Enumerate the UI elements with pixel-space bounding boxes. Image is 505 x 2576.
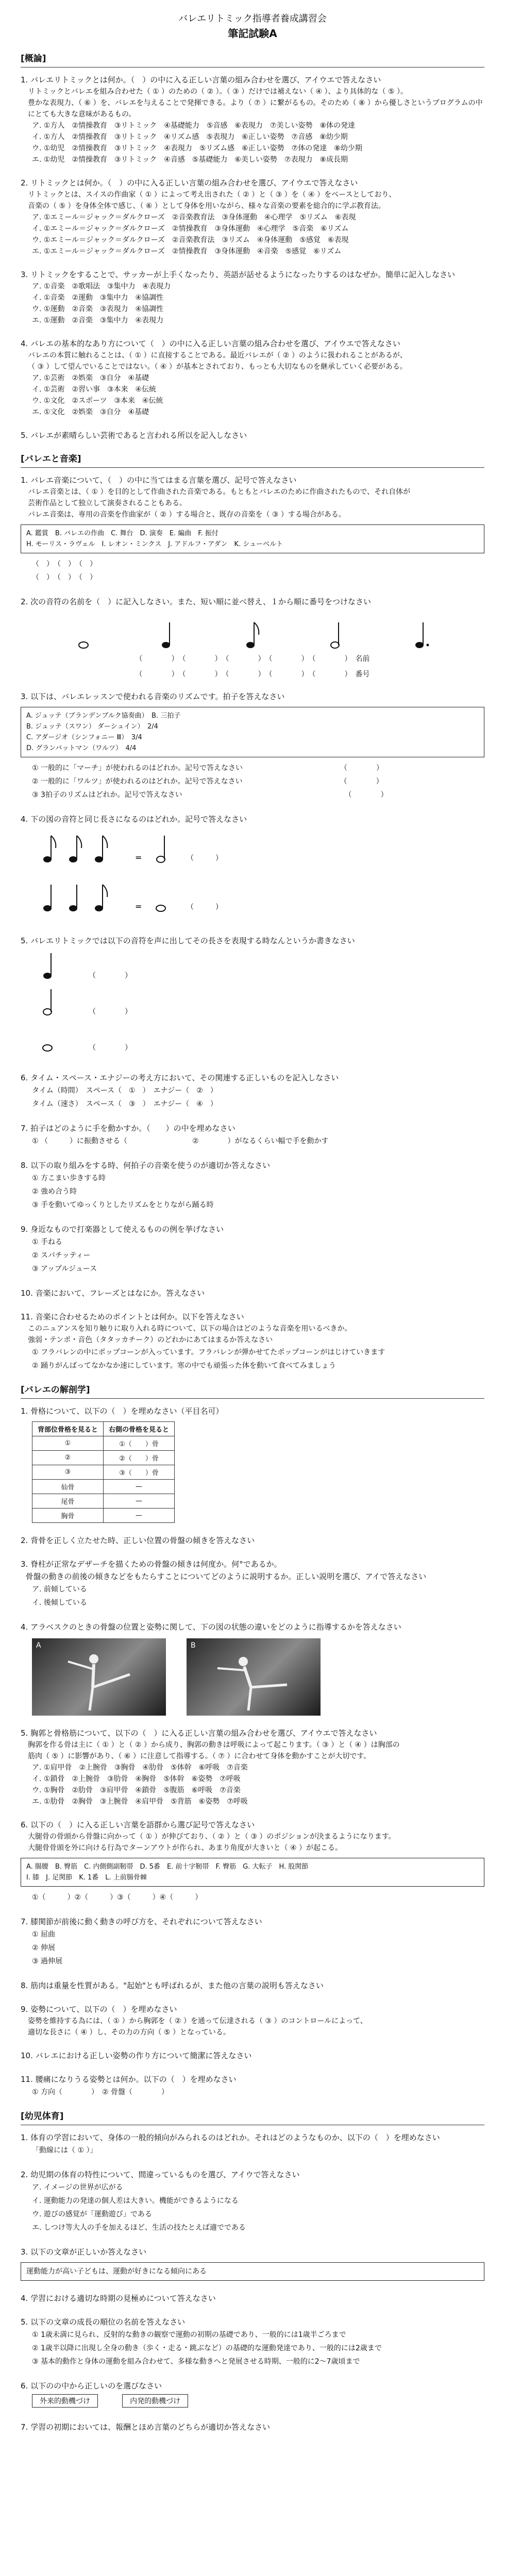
question-stem: 1. バレエリトミックとは何か。（ ）の中に入る正しい言葉の組み合わせを選び、アイウエで答えなさい: [21, 75, 381, 84]
question-5: [21, 429, 484, 442]
question-stem: 5. バレエリトミックでは以下の音符を声に出してその長さを表現する時なんというか書きなさい: [21, 936, 355, 945]
table-row: [32, 1451, 175, 1465]
sub-question[interactable]: ① 方こまい歩きする時: [32, 1174, 106, 1182]
table-row: [32, 1480, 175, 1494]
question-stem: 1. 骨格について、以下の（ ）を埋めなさい（平目名可）: [21, 1406, 224, 1416]
sub-question[interactable]: ① （ ）に振動させる（ ② ）がなるくらい幅で手を動かす: [32, 1137, 329, 1145]
question-stem: 10. バレエにおける正しい姿勢の作り方について簡潔に答えなさい: [21, 2051, 252, 2060]
sub-question[interactable]: タイム（時間） スペース（ ① ） エナジー（ ② ）: [32, 1087, 217, 1095]
quarter-note-icon: [158, 615, 178, 651]
table-cell: 胸骨: [32, 1509, 104, 1523]
rhythm-figure: [32, 828, 484, 923]
question-stem: 5. バレエが素晴らしい芸術であると言われる所以を記入しなさい: [21, 431, 247, 440]
question-stem: 4. 学習における適切な時期の見極めについて答えなさい: [21, 2294, 216, 2303]
sub-question[interactable]: ② 強め合う時: [32, 1188, 77, 1196]
table-cell: ②: [32, 1451, 104, 1465]
note-order-blanks[interactable]: （ ） （ ） （ ） （ ） （ ） 番号: [135, 670, 370, 679]
table-header-cell: 右側の骨格を見ると: [104, 1422, 175, 1436]
question-stem: 11. 腰痛になりうる姿勢とは何か。以下の（ ）を埋めなさい: [21, 2075, 237, 2084]
question-10: [21, 935, 484, 1060]
question-stem: 3. 以下は、バレエレッスンで使われる音楽のリズムです。拍子を答えなさい: [21, 692, 285, 701]
answer-options: [32, 212, 484, 257]
photo-label: A: [36, 1641, 41, 1650]
section-title-child-pe: [幼児体育]: [21, 2110, 484, 2125]
sub-question[interactable]: ① 1歳未満に見られ、反射的な動きの観察で運動の初期の基礎であり、一般的には1歳半ごろまで: [32, 2331, 346, 2339]
dancer-silhouette-icon: [32, 1638, 166, 1716]
question-16: [21, 1311, 484, 1372]
question-stem: 6. 以下のの中から正しいのを選びなさい: [21, 2381, 162, 2391]
table-cell[interactable]: ①（ ）骨: [104, 1436, 175, 1451]
question-stem: 9. 身近なもので打楽器として使えるものの例を挙げなさい: [21, 1225, 224, 1234]
sub-question[interactable]: ① フラバレンの中にポップコーンが入っています。フラバレンが弾かせてたポップコーンがはじけていきます: [32, 1348, 385, 1357]
question-stem: 1. バレエ音楽について、（ ）の中に当てはまる言葉を選び、記号で答えなさい: [21, 476, 297, 485]
svg-text:（ ）: （ ）: [89, 1008, 132, 1016]
word-bank: A. 腸腰 B. 臀筋 C. 内側側副靭帯 D. 5番 E. 前十字靭帯 F. 臀筋 G. 大転子 H. 股関節 I. 膝 J. 足関節 K. 1番 L. 上前腸骨棘: [21, 1858, 484, 1887]
whole-note-icon: [73, 615, 94, 651]
option-d[interactable]: エ. ①エミール＝ジャック＝ダルクローズ ②情操教育 ③身体運動 ④音楽 ⑤感覚 ⑥リズム: [32, 247, 342, 256]
sub-question[interactable]: ② 1歳半以降に出現し全身の動き（歩く・走る・跳ぶなど）の基礎的な運動発達であり、一般的には2歳まで: [32, 2344, 382, 2352]
question-stem: 9. 姿勢について、以下の（ ）を埋めなさい: [21, 2005, 177, 2014]
question-stem: 2. 背骨を正しく立たせた時、正しい位置の骨盤の傾きを答えなさい: [21, 1536, 255, 1545]
dancer-silhouette-icon: [187, 1638, 321, 1716]
question-29: [21, 2168, 484, 2234]
svg-text:=: =: [135, 853, 142, 862]
choice-intrinsic[interactable]: 内発的動機づけ: [122, 2394, 188, 2408]
table-cell: —: [104, 1494, 175, 1509]
exam-title: 筆記試験A: [228, 27, 277, 40]
question-passage: 胸郭を作る骨は主に（ ① ）と（ ② ）から成り、胸郭の動きは呼吸によって起こります。（ ③ ）と（ ④ ）は胸部の 筋肉（ ⑤ ）に影響があり、（ ⑥ ）に注意して指導する。（ ⑦ ）に合わせて身体を動かすことが大切です。: [28, 1741, 400, 1760]
option-c[interactable]: ウ. 遊びの感覚が「運動遊び」である: [32, 2210, 152, 2218]
table-cell: 仙骨: [32, 1480, 104, 1494]
table-row: [32, 1465, 175, 1480]
question-25: [21, 2003, 484, 2038]
option-c[interactable]: ウ. ①胸骨 ②肋骨 ③肩甲骨 ④鎖骨 ⑤腹筋 ⑥呼吸 ⑦音楽: [32, 1786, 241, 1794]
question-6: [21, 474, 484, 584]
question-stem: 11. 音楽に合わせるためのポイントとは何か。以下を答えなさい: [21, 1312, 244, 1321]
question-stem: 3. リトミックをすることで、サッカーが上手くなったり、英語が話せるようになったりするのはなぜか。簡単に記入しなさい: [21, 270, 456, 279]
option-c[interactable]: ウ. ①幼児 ②情操教育 ③リトミック ④表現力 ⑤リズム感 ⑥正しい姿勢 ⑦体の発達 ⑧幼少期: [32, 144, 362, 152]
table-cell: ①: [32, 1436, 104, 1451]
question-30: [21, 2246, 484, 2281]
table-cell[interactable]: ②（ ）骨: [104, 1451, 175, 1465]
option-a[interactable]: ア. ①肩甲骨 ②上腕骨 ③胸骨 ④肋骨 ⑤体幹 ⑥呼吸 ⑦音楽: [32, 1764, 248, 1772]
sub-question[interactable]: ② 踊りがんばってなかなか速にしています。寒の中でも頑張った体を動いて食べてみましょう: [32, 1362, 336, 1370]
question-stem: 2. 次の音符の名前を（ ）に記入しなさい。また、短い順に並べ替え、１から順に番号をつけなさい: [21, 597, 371, 606]
question-2: [21, 177, 484, 257]
question-32: [21, 2316, 484, 2368]
question-9: [21, 813, 484, 923]
voice-notes-svg: [32, 950, 248, 1058]
note-name-blanks[interactable]: （ ） （ ） （ ） （ ） （ ） 名前: [135, 655, 370, 663]
answer-blanks[interactable]: （ ） （ ） （ ）: [32, 560, 97, 568]
question-stem: 3. 脊柱が正常なデザーチを描くための骨盤の傾きは何度か。何°であるか。 骨盤の動きの前後の傾きなどをもたらすことについてどのように説明するか。正しい説明を選び、アイで答えなさい: [21, 1560, 427, 1581]
table-cell[interactable]: ③（ ）骨: [104, 1465, 175, 1480]
question-stem: 10. 音楽において、フレーズとはなにか。答えなさい: [21, 1289, 205, 1298]
question-stem: 4. アラベスクのときの骨盤の位置と姿勢に関して、下の図の状態の違いをどのように指導するかを答えなさい: [21, 1622, 401, 1632]
arabesque-photo-a: [32, 1638, 166, 1716]
question-stem: 7. 拍子はどのように手を動かすか。（ ）の中を埋めなさい: [21, 1124, 235, 1133]
question-12: [21, 1122, 484, 1148]
answer-blanks[interactable]: ① 方向（ ） ② 骨盤（ ）: [32, 2088, 169, 2096]
question-stem: 6. 以下の（ ）に入る正しい言葉を語群から選び記号で答えなさい: [21, 1820, 255, 1829]
answer-blanks[interactable]: ①（ ）②（ ）③（ ）④（ ）: [32, 1893, 203, 1902]
question-17: [21, 1405, 484, 1523]
option-a[interactable]: ア. ①方人 ②情操教育 ③リトミック ④基礎能力 ⑤音感 ⑥表現力 ⑦美しい姿勢 ⑧体の発達: [32, 122, 356, 130]
svg-text:（ ）: （ ）: [187, 903, 223, 911]
sub-question[interactable]: ③ 基本的動作と身体の運動を組み合わせて、多様な動きへと発展させる時期、一般的に2〜7歳頃まで: [32, 2358, 360, 2366]
svg-text:=: =: [135, 902, 142, 911]
table-row: [32, 1509, 175, 1523]
question-stem: 8. 以下の取り組みをする時、何拍子の音楽を使うのが適切か答えなさい: [21, 1161, 271, 1170]
question-passage: 姿勢を維持する為には、（ ① ）から胸郭を（ ② ）を通って伝達される（ ③ ）のコントロールによって、 適切な長さに（ ④ ）し、その力の方向（ ⑤ ）となっている。: [28, 2017, 367, 2037]
option-b[interactable]: イ. 運動能力の発達の個人差は大きい。機能ができるようになる: [32, 2197, 239, 2205]
option-d[interactable]: エ. ①肋骨 ②胸骨 ③上腕骨 ④肩甲骨 ⑤背筋 ⑥姿勢 ⑦呼吸: [32, 1798, 248, 1806]
question-passage: 大腿骨の骨頭から骨盤に向かって（ ① ）が伸びており、（ ② ）と（ ③ ）のポジションが決まるようになります。 大腿骨骨頭を外に向ける行為でターンアウトが作られ、あまり角度が大きいと（ ④ ）が起こる。: [28, 1833, 396, 1852]
question-28: [21, 2131, 484, 2157]
option-a[interactable]: ア. ①音楽 ②歌唱法 ③集中力 ④表現力: [32, 282, 171, 291]
table-header-row: [32, 1422, 175, 1436]
question-stem: 6. タイム・スペース・エナジーの考え方において、その関連する正しいものを記入しなさい: [21, 1073, 339, 1082]
exam-organization: バレエリトミック指導者養成講習会: [178, 13, 327, 24]
question-stem: 4. 下の図の音符と同じ長さになるのはどれか。記号で答えなさい: [21, 815, 247, 824]
section-title-ballet-music: [バレエと音楽]: [21, 453, 484, 468]
question-stem: 4. バレエの基本的なあり方について（ ）の中に入る正しい言葉の組み合わせを選び、アイウエで答えなさい: [21, 339, 400, 348]
eighth-note-icon: [242, 615, 263, 651]
svg-text:（ ）: （ ）: [187, 854, 223, 862]
question-1: [21, 74, 484, 165]
question-33: [21, 2380, 484, 2410]
question-stem: 2. 幼児期の体育の特性について、間違っているものを選び、アイウで答えなさい: [21, 2170, 300, 2179]
exam-header: [21, 12, 484, 41]
section-title-overview: [概論]: [21, 53, 484, 67]
table-cell: ③: [32, 1465, 104, 1480]
question-19: [21, 1558, 484, 1609]
option-d[interactable]: エ. ①運動 ②音楽 ③集中力 ④表現力: [32, 316, 164, 325]
word-bank: A. 鑑賞 B. バレエの作曲 C. 舞台 D. 演奏 E. 編曲 F. 振付 H. モーリス・ラヴェル I. レオン・ミンクス J. アドルフ・アダン K. シューベルト: [21, 524, 484, 553]
question-stem: 7. 学習の初期においては、報酬とほめ言葉のどちらが適切か答えなさい: [21, 2422, 271, 2432]
rhythm-list: A. ジュッテ（ブランデンブルク協奏曲） B. 三拍子 B. ジュッテ（スワン） ダーシュイン） 2/4 C. アダージオ（シンフォニー Ⅲ） 3/4 D. グランバットマン（ワルツ） 4/4: [21, 707, 484, 757]
option-a[interactable]: ア. イメージの世界が広がる: [32, 2183, 123, 2192]
sub-question[interactable]: ③ 過伸展: [32, 1957, 63, 1965]
question-26: [21, 2049, 484, 2062]
question-31: [21, 2292, 484, 2304]
question-7: [21, 596, 484, 679]
rhythm-figure-svg: [32, 828, 403, 921]
question-27: [21, 2073, 484, 2099]
table-row: [32, 1436, 175, 1451]
option-b[interactable]: イ. ①音楽 ②運動 ③集中力 ④協調性: [32, 294, 164, 302]
sub-question[interactable]: ③ 3拍子のリズムはどれか。記号で答えなさい （ ）: [32, 791, 388, 799]
answer-options: [32, 281, 484, 326]
option-b[interactable]: イ. ①エミール＝ジャック＝ダルクローズ ②情操教育 ③身体運動 ④心理学 ⑤音楽 ⑥リズム: [32, 225, 349, 233]
option-b[interactable]: イ. ①芸術 ②習い事 ③本来 ④伝統: [32, 385, 157, 394]
table-header-cell: 背部位骨格を見ると: [32, 1422, 104, 1436]
question-passage: バレエ音楽とは、（ ① ）を目的として作曲された音楽である。もともとバレエのために作曲されたもので、それ自体が 芸術作品として独立して演奏されることもある。 バレエ音楽は、専用の音楽を作曲家が（ ② ）する場合と、既存の音楽を（ ③ ）する場合がある。: [28, 488, 411, 519]
svg-text:（ ）: （ ）: [89, 972, 132, 980]
sub-question[interactable]: ③ アップルジュース: [32, 1265, 97, 1273]
question-23: [21, 1916, 484, 1968]
arabesque-photo-b: [187, 1638, 321, 1716]
table-cell: —: [104, 1509, 175, 1523]
sub-question[interactable]: ② 伸展: [32, 1944, 56, 1952]
option-b[interactable]: イ. ①鎖骨 ②上腕骨 ③肋骨 ④胸骨 ⑤体幹 ⑥姿勢 ⑦呼吸: [32, 1775, 241, 1783]
option-a[interactable]: ア. ①芸術 ②娯楽 ③自分 ④基礎: [32, 374, 149, 382]
question-22: [21, 1819, 484, 1904]
answer-options: [32, 120, 484, 165]
option-a[interactable]: ア. 前傾している: [32, 1585, 87, 1594]
sub-question[interactable]: ③ 手を動いてゆっくりとしたリズムをとりながら踊る時: [32, 1201, 214, 1209]
question-34: [21, 2421, 484, 2433]
sub-question[interactable]: ① 手ねる: [32, 1238, 63, 1246]
sub-question[interactable]: ② スパチッティー: [32, 1251, 91, 1260]
question-20: [21, 1621, 484, 1716]
question-24: [21, 1979, 484, 1992]
option-b[interactable]: イ. 後傾している: [32, 1599, 87, 1607]
question-14: [21, 1223, 484, 1276]
photo-label: B: [191, 1641, 196, 1650]
question-18: [21, 1534, 484, 1547]
table-row: [32, 1494, 175, 1509]
table-cell: —: [104, 1480, 175, 1494]
question-stem: 2. リトミックとは何か。（ ）の中に入る正しい言葉の組み合わせを選び、アイウエで答えなさい: [21, 178, 358, 188]
option-d[interactable]: エ. ①文化 ②娯楽 ③自分 ④基礎: [32, 408, 149, 416]
sub-question[interactable]: ① 一般的に「マーチ」が使われるのはどれか。記号で答えなさい （ ）: [32, 764, 383, 772]
section-title-anatomy: [バレエの解剖学]: [21, 1384, 484, 1399]
arabesque-photos: [32, 1638, 484, 1716]
option-d[interactable]: エ. ①幼児 ②情操教育 ③リトミック ④音感 ⑤基礎能力 ⑥美しい姿勢 ⑦表現力 ⑧成長期: [32, 156, 348, 164]
svg-text:（ ）: （ ）: [89, 1044, 132, 1052]
rhythm-row-1: [43, 836, 223, 862]
option-a[interactable]: ア. ①エミール＝ジャック＝ダルクローズ ②音楽教育法 ③身体運動 ④心理学 ⑤リズム ⑥表現: [32, 213, 356, 222]
answer-blanks[interactable]: （ ） （ ） （ ）: [32, 573, 97, 582]
question-passage: リトミックとは、スイスの作曲家（ ① ）によって考え出された（ ② ）と（ ③ ）を（ ④ ）をベースとしており、 音楽の（ ⑤ ）を身体全体で感じ、（ ⑥ ）として身体を用いながら、様々な音楽の要素を総合的に学ぶ教育法。: [28, 191, 396, 210]
question-4: [21, 337, 484, 418]
question-passage: このニュアンスを知り触りに取り入れる時について、以下の場合はどのような音楽を用いるべきか。 強弱・テンポ・音色（タタッカチーク）のどれかにあてはまるか答えなさい: [28, 1325, 352, 1344]
sub-question[interactable]: ① 屈曲: [32, 1930, 56, 1939]
rhythm-row-2: [43, 885, 223, 911]
answer-options: [32, 372, 484, 418]
choice-extrinsic[interactable]: 外来的動機づけ: [32, 2394, 98, 2408]
question-11: [21, 1072, 484, 1111]
half-note-icon: [327, 615, 347, 651]
skeleton-table: [32, 1421, 175, 1523]
question-21: [21, 1727, 484, 1807]
answer-blanks[interactable]: 「動線には（ ① ）」: [32, 2146, 97, 2155]
dotted-quarter-note-icon: [411, 615, 432, 651]
question-stem: 7. 膝関節が前後に動く動きの呼び方を、それぞれについて答えなさい: [21, 1917, 262, 1926]
sub-question[interactable]: タイム（速さ） スペース（ ③ ） エナジー（ ④ ）: [32, 1100, 217, 1108]
question-8: [21, 690, 484, 802]
question-stem: 5. 胸郭と骨格筋について、以下の（ ）に入る正しい言葉の組み合わせを選び、アイウエで答えなさい: [21, 1728, 377, 1738]
question-passage: バレエの本質に触れることは、（ ① ）に直接することである。最近バレエが（ ② ）のように扱われることがあるが、 （ ③ ）して望んでいることではない。（ ④ ）が基本とされており、もっとも大切なものを継承していく必要がある。: [28, 351, 407, 371]
option-d[interactable]: エ. しつけ等大人の手を加えるほど、生活の技たとえば適でである: [32, 2224, 246, 2232]
question-3: [21, 268, 484, 326]
statement-box: 運動能力が高い子どもは、運動が好きになる傾向にある: [21, 2262, 484, 2281]
question-15: [21, 1287, 484, 1299]
question-passage: リトミックとバレエを組み合わせた（ ① ）のための（ ② ）。（ ③ ）だけでは補えない（ ④ ）、より具体的な（ ⑤ ）。 豊かな表現力、（ ⑥ ）を、バレエを与えることで発揮できる。より（ ⑦ ）に繋がるもの。そのため（ ⑧ ）から優しさというプログラムの中にとても大きな意味があるもの。: [28, 88, 483, 118]
option-b[interactable]: イ. ①方人 ②情操教育 ③リトミック ④リズム感 ⑤表現力 ⑥正しい姿勢 ⑦音感 ⑧幼少期: [32, 133, 348, 141]
question-stem: 8. 筋肉は重量を性質がある。"起始"とも呼ばれるが、また他の言葉の説明も答えなさい: [21, 1981, 324, 1990]
answer-options: [32, 1762, 484, 1807]
question-stem: 3. 以下の文章が正しいか答えなさい: [21, 2247, 147, 2257]
voice-notes-figure: [32, 950, 484, 1060]
note-figures: [41, 614, 464, 651]
question-13: [21, 1159, 484, 1212]
sub-question[interactable]: ② 一般的に「ワルツ」が使われるのはどれか。記号で答えなさい （ ）: [32, 777, 383, 786]
question-stem: 1. 体育の学習において、身体の一般的傾向がみられるのはどれか。それはどのようなものか、以下の（ ）を埋めなさい: [21, 2133, 440, 2142]
question-stem: 5. 以下の文章の成長の順位の名前を答えなさい: [21, 2317, 186, 2327]
option-c[interactable]: ウ. ①エミール＝ジャック＝ダルクローズ ②音楽教育法 ③リズム ④身体運動 ⑤感覚 ⑥表現: [32, 236, 349, 244]
exam-page: [21, 0, 484, 2433]
table-cell: 尾骨: [32, 1494, 104, 1509]
option-c[interactable]: ウ. ①文化 ②スポーツ ③本来 ④伝統: [32, 397, 163, 405]
option-c[interactable]: ウ. ①運動 ②音楽 ③表現力 ④協調性: [32, 305, 164, 313]
